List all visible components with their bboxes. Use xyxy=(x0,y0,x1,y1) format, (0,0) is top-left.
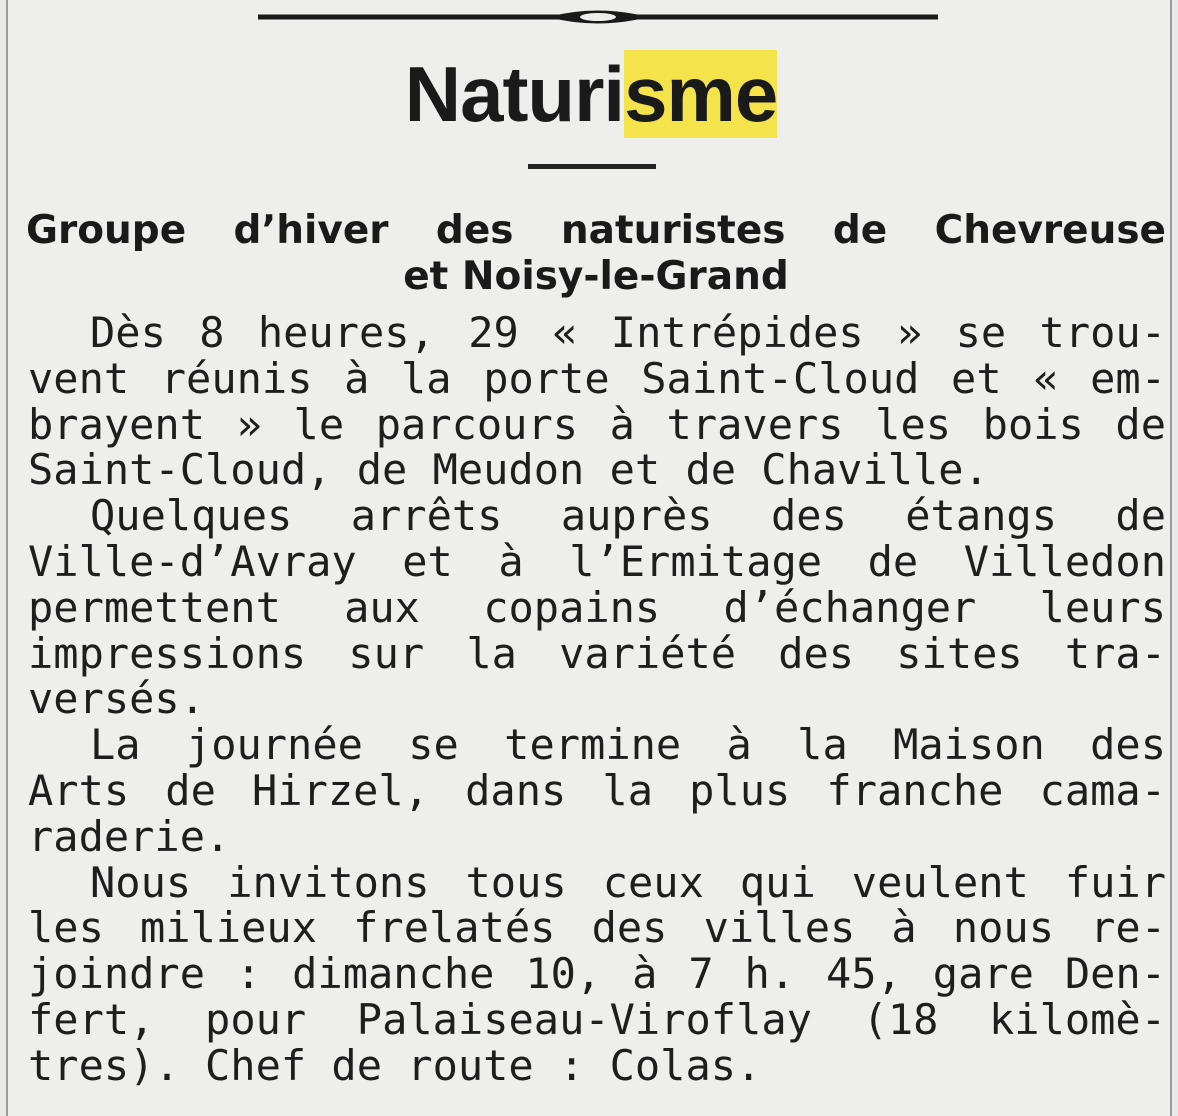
title-text: Naturi xyxy=(404,50,625,138)
text-line: versés. xyxy=(28,674,206,724)
text-line: tres). Chef de route : Colas. xyxy=(28,1040,762,1090)
text-line: vent réunis à la porte Saint-Cloud et « em- xyxy=(28,353,1166,403)
text-line: Ville-d’Avray et à l’Ermitage de Villedon xyxy=(28,536,1166,586)
article-title xyxy=(8,44,1174,144)
article-body xyxy=(28,310,1166,1089)
text-line: joindre : dimanche 10, à 7 h. 45, gare Den- xyxy=(28,949,1166,999)
title-divider xyxy=(528,164,656,169)
text-line: les milieux frelatés des villes à nous re- xyxy=(28,903,1166,953)
subtitle-line-1: Groupe d’hiver des naturistes de Chevreuse xyxy=(26,208,1166,253)
text-line: Dès 8 heures, 29 « Intrépides » se trou- xyxy=(90,308,1166,357)
text-line: fert, pour Palaiseau-Viroflay (18 kilomè- xyxy=(28,994,1166,1044)
text-line: Nous invitons tous ceux qui veulent fuir xyxy=(90,857,1166,907)
text-line: Arts de Hirzel, dans la plus franche cama- xyxy=(28,765,1166,815)
subtitle-line-2: et Noisy-le-Grand xyxy=(403,254,789,299)
ornament-rule-icon xyxy=(258,8,938,26)
text-line: Saint-Cloud, de Meudon et de Chaville. xyxy=(28,445,989,495)
text-line: raderie. xyxy=(28,811,231,861)
article-subtitle xyxy=(26,208,1166,300)
text-line: brayent » le parcours à travers les bois de xyxy=(28,399,1166,449)
text-line: Quelques arrêts auprès des étangs de xyxy=(90,491,1166,541)
text-line: impressions sur la variété des sites tra- xyxy=(28,628,1166,678)
text-line: permettent aux copains d’échanger leurs xyxy=(28,582,1166,632)
text-line: La journée se termine à la Maison des xyxy=(90,720,1166,770)
newspaper-clipping xyxy=(6,0,1172,1116)
search-highlight: sme xyxy=(624,50,778,138)
